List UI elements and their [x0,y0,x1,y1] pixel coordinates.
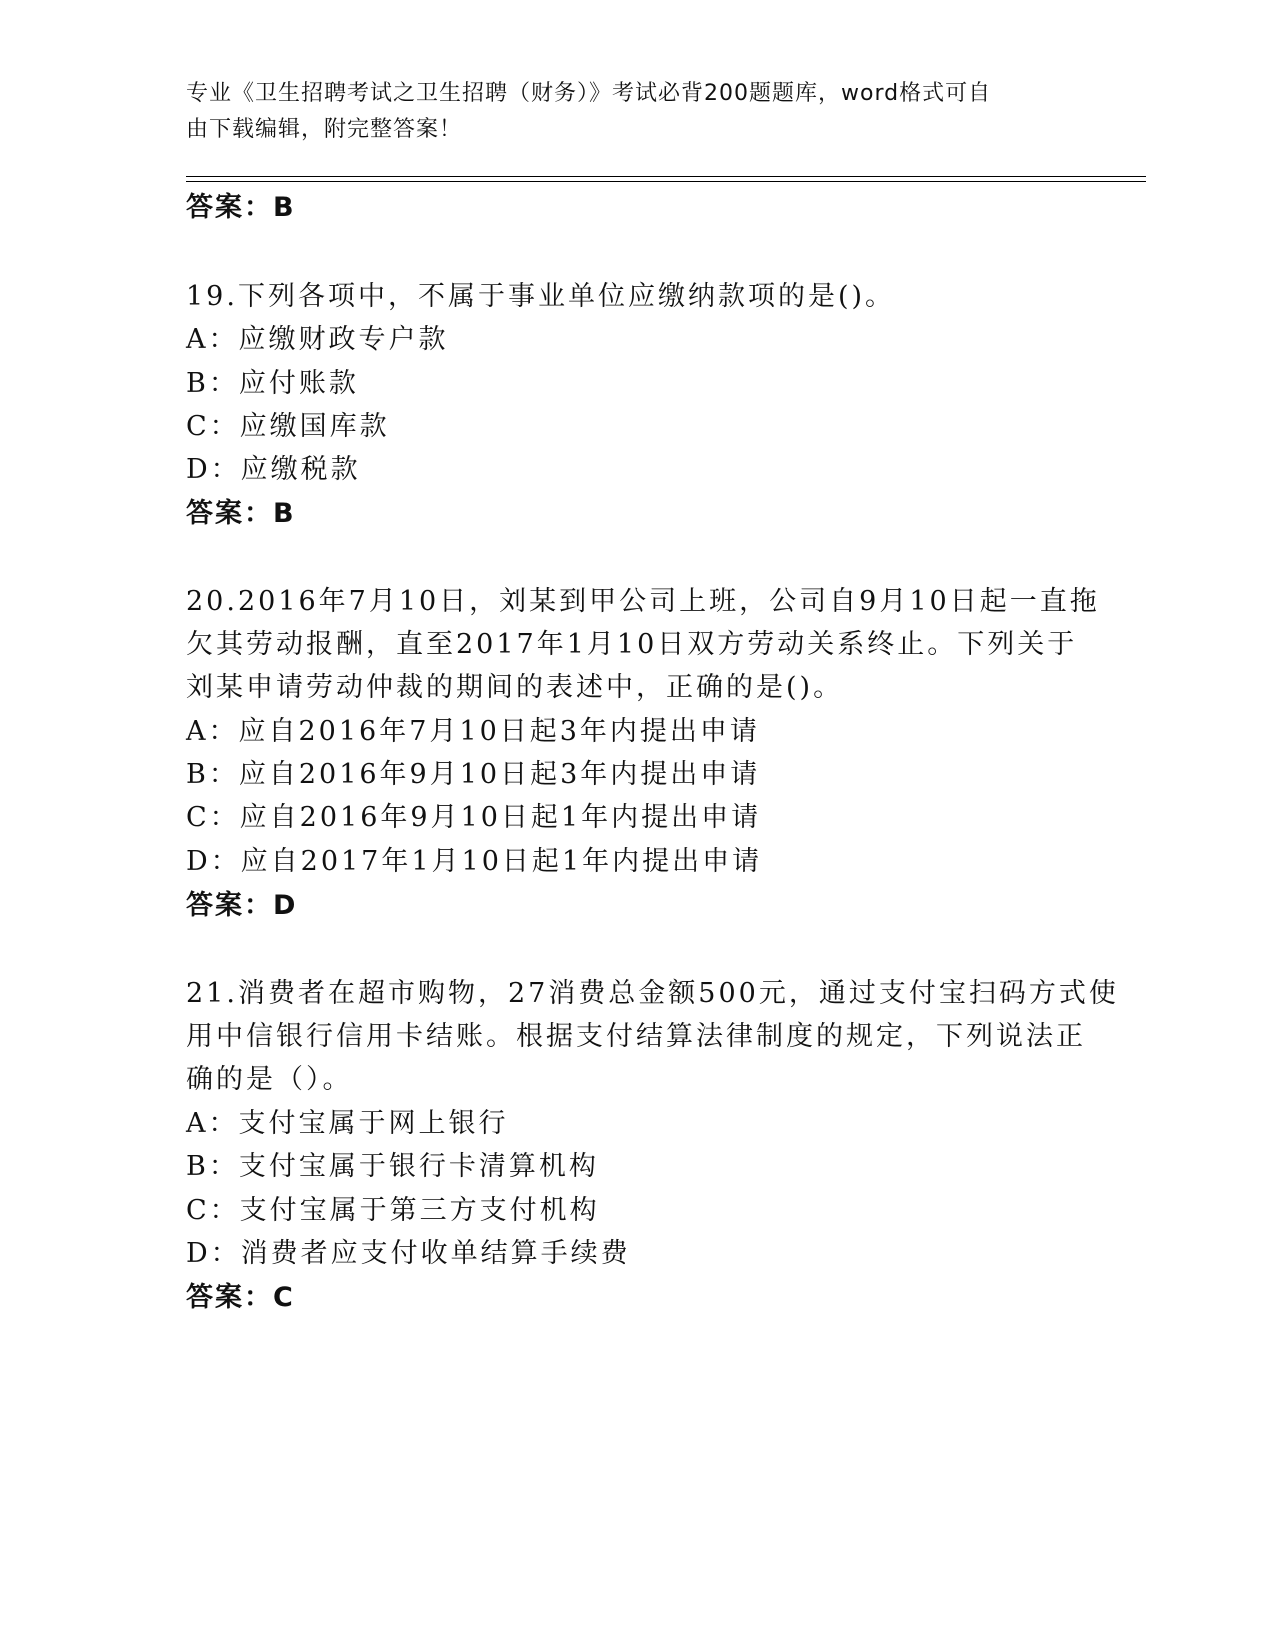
question-19-option-c: C：应缴国库款 [186,411,390,442]
question-20-option-a: A：应自2016年7月10日起3年内提出申请 [186,716,760,747]
header-divider-bottom [186,181,1146,182]
document-header [186,76,1066,148]
question-21-option-b: B：支付宝属于银行卡清算机构 [186,1151,599,1182]
question-20-option-c: C：应自2016年9月10日起1年内提出申请 [186,802,762,833]
question-20-option-b: B：应自2016年9月10日起3年内提出申请 [186,759,761,790]
header-line-2: 由下载编辑，附完整答案！ [186,117,463,142]
question-21-text-line-2: 用中信银行信用卡结账。根据支付结算法律制度的规定，下列说法正 [186,1021,1086,1052]
question-20-option-d: D：应自2017年1月10日起1年内提出申请 [186,846,763,877]
question-19-text: 19.下列各项中，不属于事业单位应缴纳款项的是()。 [186,281,896,312]
question-20-text-line-2: 欠其劳动报酬，直至2017年1月10日双方劳动关系终止。下列关于 [186,629,1078,660]
header-line-1: 专业《卫生招聘考试之卫生招聘（财务）》考试必背200题题库，word格式可自 [186,81,992,106]
question-19-option-a: A：应缴财政专户款 [186,324,449,355]
question-21-text-line-1: 21.消费者在超市购物，27消费总金额500元，通过支付宝扫码方式使 [186,978,1119,1009]
question-20-text-line-1: 20.2016年7月10日，刘某到甲公司上班，公司自9月10日起一直拖 [186,586,1100,617]
question-19-answer: 答案：B [186,498,296,529]
question-21-option-a: A：支付宝属于网上银行 [186,1108,509,1139]
question-20-text-line-3: 刘某申请劳动仲裁的期间的表述中，正确的是()。 [186,672,844,703]
question-19-option-d: D：应缴税款 [186,454,361,485]
header-divider-top [186,176,1146,177]
question-20-answer: 答案：D [186,890,298,921]
question-21-option-d: D：消费者应支付收单结算手续费 [186,1238,631,1269]
question-21-option-c: C：支付宝属于第三方支付机构 [186,1195,600,1226]
question-19-option-b: B：应付账款 [186,368,359,399]
question-21-answer: 答案：C [186,1282,295,1313]
answer-previous: 答案：B [186,192,296,223]
question-21-text-line-3: 确的是（）。 [186,1064,353,1095]
